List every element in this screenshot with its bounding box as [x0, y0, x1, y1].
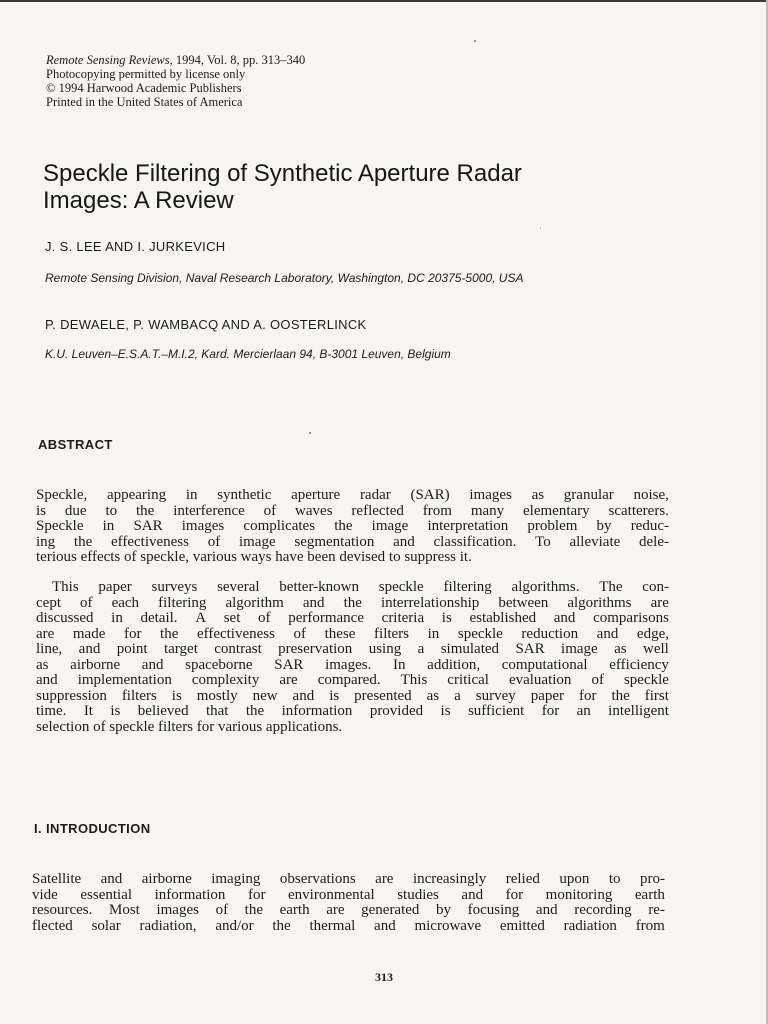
scan-speck — [309, 432, 311, 434]
text-line: is due to the interference of waves reflected from many elementary scatterers. — [36, 502, 669, 519]
abstract-heading: ABSTRACT — [38, 437, 113, 452]
author-group-2-names: P. DEWAELE, P. WAMBACQ AND A. OOSTERLINCK — [45, 317, 367, 332]
text-line: vide essential information for environmental studies and for monitoring earth — [32, 886, 665, 903]
author-group-2-affiliation: K.U. Leuven–E.S.A.T.–M.I.2, Kard. Mercierlaan 94, B-3001 Leuven, Belgium — [45, 347, 451, 361]
scan-top-edge — [0, 0, 768, 2]
abstract-paragraph-2 — [36, 580, 669, 735]
text-line: resources. Most images of the earth are generated by focusing and recording re- — [32, 902, 665, 918]
text-line: Satellite and airborne imaging observations are increasingly relied upon to pro- — [32, 871, 665, 887]
paper-title — [43, 160, 683, 214]
text-line: ing the effectiveness of image segmentation and classification. To alleviate dele- — [36, 533, 669, 550]
author-group-1-affiliation: Remote Sensing Division, Naval Research Laboratory, Washington, DC 20375-5000, USA — [45, 271, 524, 285]
introduction-paragraph — [32, 872, 665, 934]
author-group-1-names: J. S. LEE AND I. JURKEVICH — [45, 239, 226, 254]
scan-speck — [474, 40, 476, 42]
text-line: and implementation complexity are compared. This critical evaluation of speckle — [36, 672, 669, 688]
citation-line-1 — [46, 53, 305, 67]
text-line: as airborne and spaceborne SAR images. In addition, computational efficiency — [36, 656, 669, 673]
text-line: Speckle in SAR images complicates the image interpretation problem by reduc- — [36, 518, 669, 534]
scan-speck — [540, 228, 541, 229]
text-line: discussed in detail. A set of performance criteria is established and comparisons — [36, 610, 669, 626]
text-line: cept of each filtering algorithm and the interrelationship between algorithms are — [36, 594, 669, 611]
title-line-1: Speckle Filtering of Synthetic Aperture Radar — [43, 160, 522, 187]
journal-name: Remote Sensing Reviews, — [46, 53, 173, 67]
title-line-2: Images: A Review — [43, 187, 234, 214]
text-line: are made for the effectiveness of these filters in speckle reduction and edge, — [36, 625, 669, 642]
text-line: flected solar radiation, and/or the thermal and microwave emitted radiation from — [32, 917, 665, 934]
text-line: terious effects of speckle, various ways have been devised to suppress it. — [36, 549, 472, 565]
text-line: selection of speckle filters for various applications. — [36, 718, 343, 735]
text-line: Speckle, appearing in synthetic aperture radar (SAR) images as granular noise, — [36, 487, 669, 503]
citation-line-4: Printed in the United States of America — [46, 95, 243, 109]
citation-line-2: Photocopying permitted by license only — [46, 67, 246, 81]
journal-details: 1994, Vol. 8, pp. 313–340 — [172, 53, 306, 67]
text-line: line, and point target contrast preservation using a simulated SAR image as well — [36, 641, 669, 657]
text-line: suppression filters is mostly new and is presented as a survey paper for the first — [36, 687, 669, 704]
introduction-heading: I. INTRODUCTION — [34, 821, 151, 836]
citation-block — [46, 53, 305, 109]
abstract-paragraph-1 — [36, 488, 669, 566]
text-line: This paper surveys several better-known speckle filtering algorithms. The con- — [52, 579, 669, 595]
text-line: time. It is believed that the information provided is sufficient for an intelligent — [36, 703, 669, 719]
page-number: 313 — [375, 970, 393, 984]
citation-line-3: © 1994 Harwood Academic Publishers — [46, 81, 242, 95]
